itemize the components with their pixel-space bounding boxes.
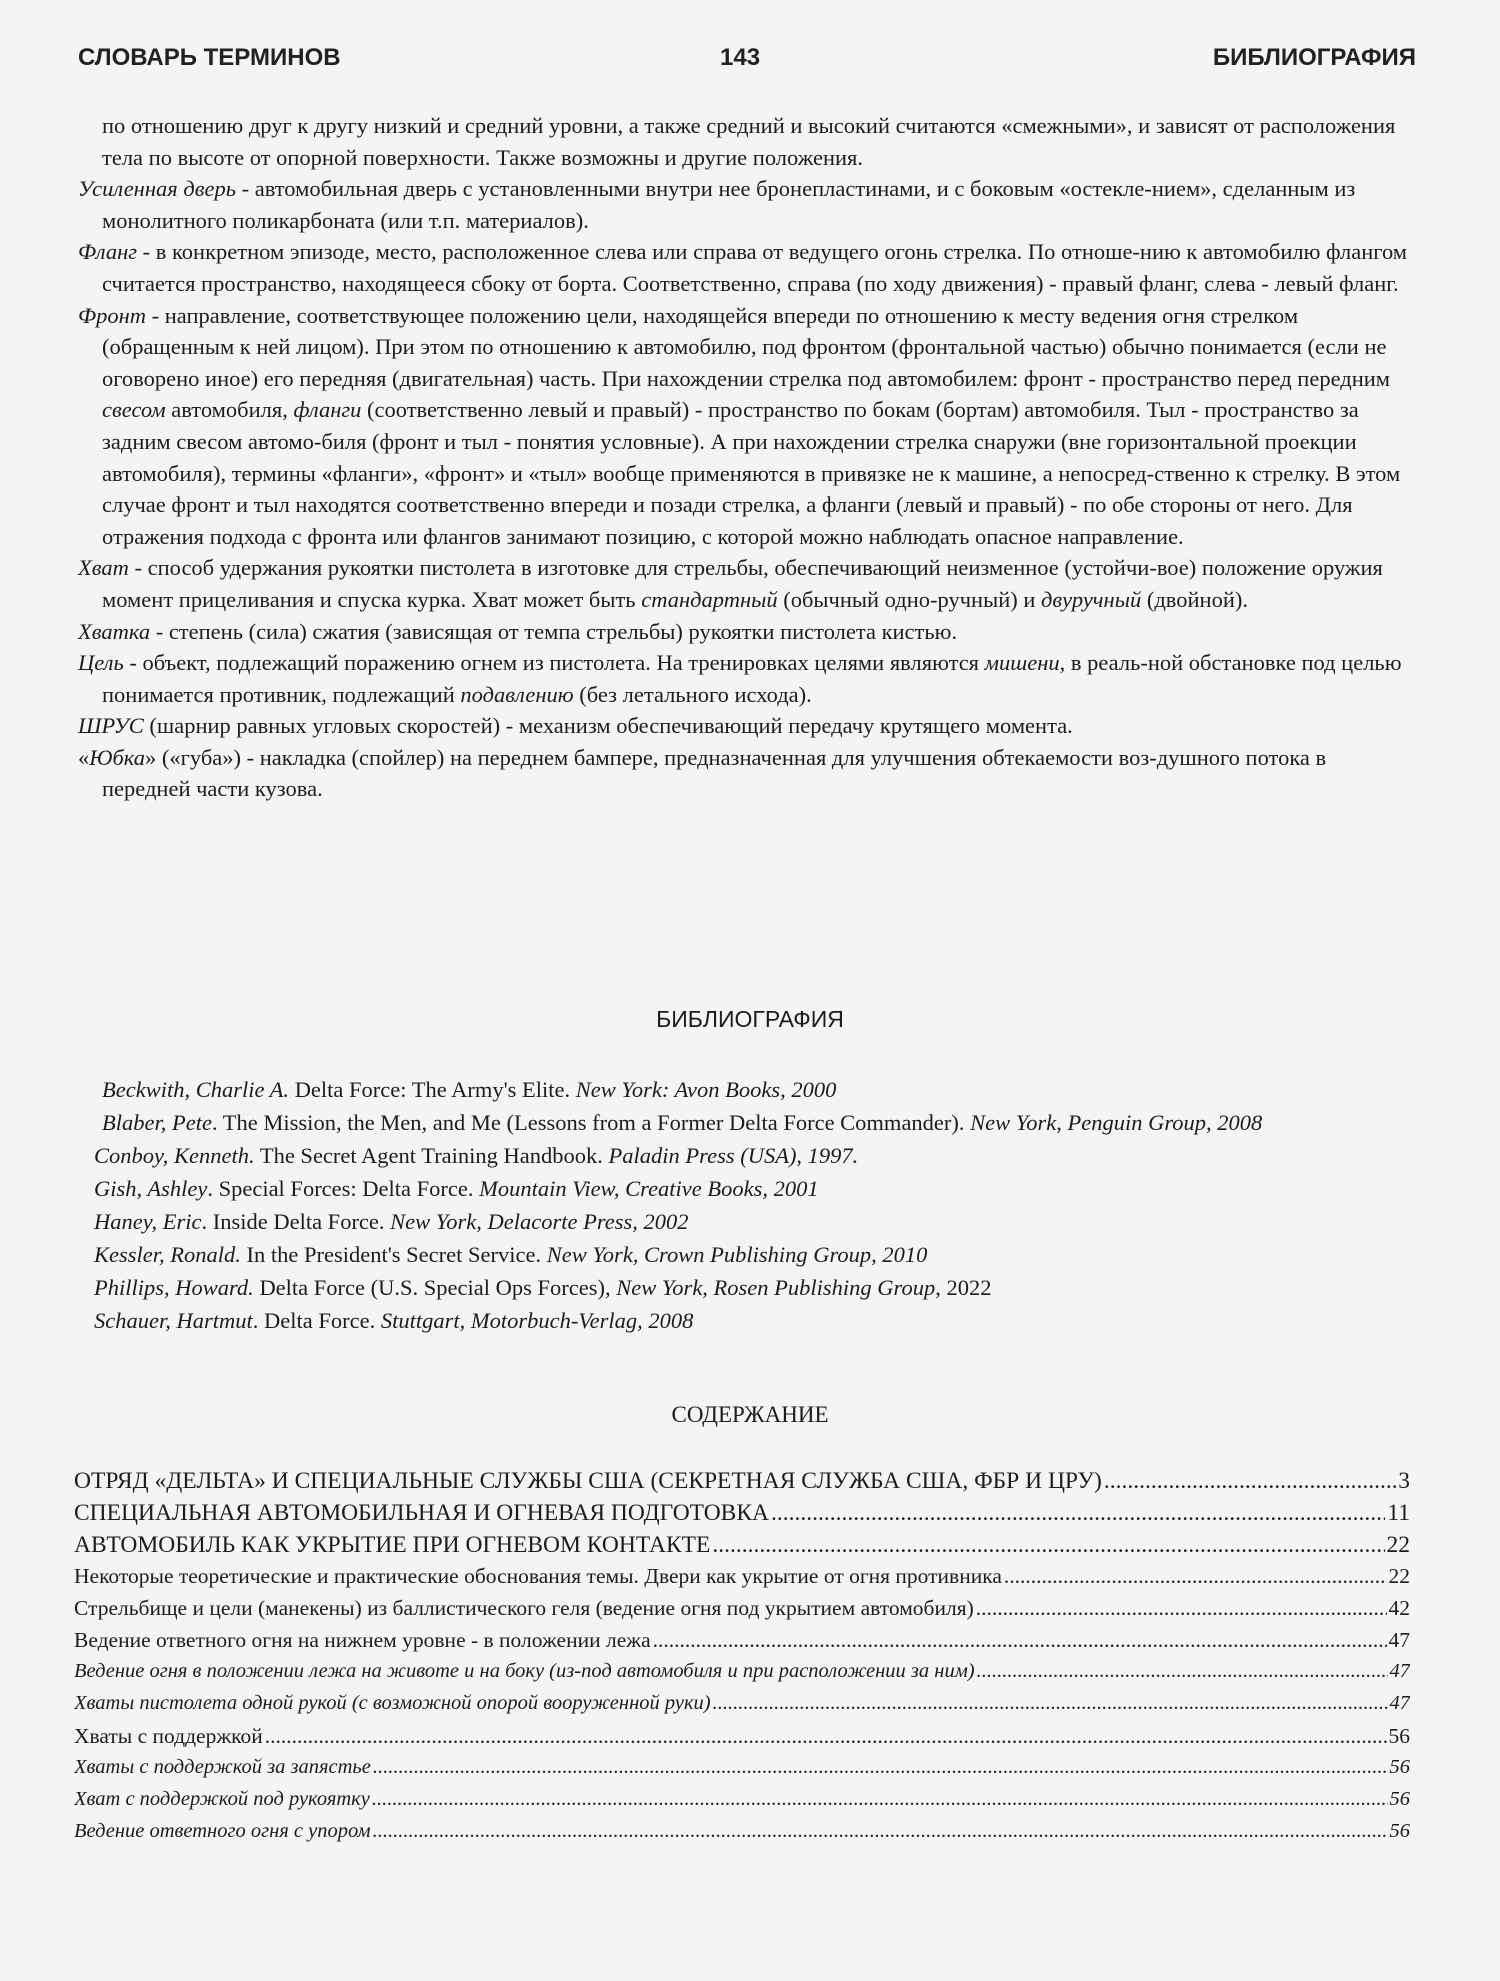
glossary-entry bbox=[78, 552, 1413, 615]
toc-leader-dots bbox=[373, 1820, 1388, 1843]
toc-item-page: 11 bbox=[1387, 1500, 1410, 1526]
toc-leader-dots bbox=[713, 1692, 1388, 1715]
glossary-definition: - объект, подлежащий поражению огнем из пистолета. На тренировках целями являются bbox=[123, 650, 985, 676]
glossary-entry bbox=[78, 616, 1413, 648]
glossary-entry bbox=[78, 173, 1413, 236]
bib-title: . Delta Force. bbox=[252, 1308, 381, 1333]
glossary-term: ШРУС bbox=[78, 713, 144, 739]
bib-title: Delta Force: The Army's Elite. bbox=[289, 1077, 576, 1102]
toc-item-title: Хваты пистолета одной рукой (с возможной опорой вооруженной руки) bbox=[74, 1692, 711, 1714]
bib-publisher: Paladin Press (USA), 1997. bbox=[608, 1143, 859, 1168]
glossary-entry bbox=[78, 110, 1413, 173]
toc-item bbox=[74, 1628, 1410, 1660]
toc-item-page: 56 bbox=[1389, 1788, 1410, 1810]
toc-item bbox=[74, 1500, 1410, 1532]
glossary-emphasis: фланги bbox=[293, 397, 362, 423]
toc-item bbox=[74, 1532, 1410, 1564]
toc-leader-dots bbox=[977, 1660, 1388, 1683]
toc-leader-dots bbox=[771, 1500, 1385, 1527]
bib-publisher: New York, Crown Publishing Group, 2010 bbox=[546, 1242, 928, 1267]
glossary-definition: (обычный одно-ручный) и bbox=[777, 586, 1042, 612]
toc-item-title: Хваты с поддержкой bbox=[74, 1724, 263, 1748]
bib-title: . Inside Delta Force. bbox=[201, 1209, 391, 1234]
bibliography-item bbox=[74, 1139, 1414, 1172]
glossary-term: Цель bbox=[78, 650, 124, 676]
glossary-term: Усиленная дверь bbox=[78, 176, 236, 202]
toc-item-page: 56 bbox=[1388, 1724, 1410, 1748]
toc-item-page: 56 bbox=[1389, 1820, 1410, 1842]
toc-item-page: 47 bbox=[1389, 1692, 1410, 1714]
entry-prefix: « bbox=[78, 744, 90, 770]
glossary-definition: - направление, соответствующее положению цели, находящейся впереди по отношению к месту ведения огня стрелком (обращенным к ней лицом). При этом по отношению к автомобилю, под фронтом (фронтальной частью) обычно понимается (если не оговорено иное) его передняя (двигательная) часть. При нахождении стрелка под автомобилем: фронт - пространство перед передним bbox=[102, 302, 1391, 391]
glossary-term: Хватка bbox=[78, 618, 151, 644]
toc-item-page: 47 bbox=[1388, 1628, 1410, 1652]
glossary-emphasis: двуручный bbox=[1041, 586, 1142, 612]
glossary-definition: (двойной). bbox=[1141, 586, 1248, 612]
toc-leader-dots bbox=[1004, 1564, 1387, 1589]
bibliography-title: БИБЛИОГРАФИЯ bbox=[656, 1006, 844, 1032]
bib-author: Beckwith, Charlie A. bbox=[102, 1077, 290, 1102]
bib-publisher: New York, Rosen Publishing Group bbox=[616, 1275, 936, 1300]
glossary-definition: (без летального исхода). bbox=[573, 681, 812, 707]
page-number: 143 bbox=[720, 44, 761, 71]
bib-author: Haney, Eric bbox=[94, 1209, 202, 1234]
toc-item-page: 42 bbox=[1388, 1596, 1410, 1620]
glossary-definition: - степень (сила) сжатия (зависящая от темпа стрельбы) рукоятки пистолета кистью. bbox=[150, 618, 958, 644]
toc-item bbox=[74, 1788, 1410, 1820]
toc-item bbox=[74, 1820, 1410, 1852]
glossary-definition: - автомобильная дверь с установленными внутри нее бронепластинами, и с боковым «остекле-нием», сделанным из монолитного поликарбоната (или т.п. материалов). bbox=[102, 176, 1356, 233]
bibliography-item bbox=[74, 1271, 1414, 1304]
toc-item-title: Хват с поддержкой под рукоятку bbox=[74, 1788, 370, 1810]
bib-title: . The Mission, the Men, and Me (Lessons from a Former Delta Force Commander). bbox=[211, 1110, 971, 1135]
bib-author: Schauer, Hartmut bbox=[94, 1308, 253, 1333]
toc-item bbox=[74, 1660, 1410, 1692]
glossary-definition: автомобиля, bbox=[165, 397, 294, 423]
bib-title: . Special Forces: Delta Force. bbox=[207, 1176, 480, 1201]
glossary-term: Фронт bbox=[78, 302, 147, 328]
bib-publisher: New York: Avon Books, 2000 bbox=[575, 1077, 837, 1102]
bib-publisher: New York, Penguin Group, 2008 bbox=[970, 1110, 1263, 1135]
toc-item bbox=[74, 1692, 1410, 1724]
glossary-emphasis: подавлению bbox=[460, 681, 574, 707]
contents-title: СОДЕРЖАНИЕ bbox=[671, 1402, 829, 1427]
bibliography-item bbox=[74, 1106, 1414, 1139]
toc-leader-dots bbox=[1104, 1468, 1396, 1495]
toc-item-page: 56 bbox=[1389, 1756, 1410, 1778]
glossary-emphasis: мишени bbox=[984, 650, 1060, 676]
glossary-entry bbox=[78, 236, 1413, 299]
toc-item-title: Ведение ответного огня на нижнем уровне - в положении лежа bbox=[74, 1628, 651, 1652]
bib-publisher: Stuttgart, Motorbuch-Verlag, 2008 bbox=[380, 1308, 694, 1333]
toc-item-title: Стрельбище и цели (манекены) из баллистического геля (ведение огня под укрытием автомобиля) bbox=[74, 1596, 974, 1620]
glossary-entry bbox=[78, 742, 1413, 805]
bibliography-item bbox=[74, 1073, 1414, 1106]
glossary-definition: , в реаль-ной обстановке под целью понимается противник, подлежащий bbox=[102, 650, 1402, 707]
glossary-emphasis: свесом bbox=[102, 397, 166, 423]
toc-leader-dots bbox=[265, 1724, 1387, 1749]
glossary-term: Фланг bbox=[78, 239, 138, 265]
bibliography-item bbox=[74, 1172, 1414, 1205]
bib-author: Blaber, Pete bbox=[102, 1110, 212, 1135]
toc-item bbox=[74, 1756, 1410, 1788]
bib-title: In the President's Secret Service. bbox=[240, 1242, 547, 1267]
header-left-title: СЛОВАРЬ ТЕРМИНОВ bbox=[78, 44, 341, 71]
bib-title: Delta Force (U.S. Special Ops Forces), bbox=[253, 1275, 617, 1300]
toc-item bbox=[74, 1468, 1410, 1500]
glossary-definition: - способ удержания рукоятки пистолета в изготовке для стрельбы, обеспечивающий неизменное (устойчи-вое) положение оружия момент прицеливания и спуска курка. Хват может быть bbox=[102, 555, 1383, 612]
glossary-definition: » («губа») - накладка (спойлер) на переднем бампере, предназначенная для улучшения обтекаемости воз-душного потока в передней части кузова. bbox=[102, 744, 1327, 802]
glossary-definition: (шарнир равных угловых скоростей) - механизм обеспечивающий передачу крутящего момента. bbox=[143, 713, 1073, 739]
glossary-term: Хват bbox=[78, 555, 129, 581]
toc-item-title: ОТРЯД «ДЕЛЬТА» И СПЕЦИАЛЬНЫЕ СЛУЖБЫ США (СЕКРЕТНАЯ СЛУЖБА США, ФБР И ЦРУ) bbox=[74, 1468, 1102, 1494]
toc-item-page: 3 bbox=[1398, 1468, 1410, 1494]
glossary-term: Юбка bbox=[89, 744, 146, 770]
toc-item-title: Ведение огня в положении лежа на животе и на боку (из-под автомобиля и при расположении за ним) bbox=[74, 1660, 975, 1682]
toc-leader-dots bbox=[976, 1596, 1387, 1621]
bib-author: Phillips, Howard. bbox=[94, 1275, 254, 1300]
bib-year: , 2022 bbox=[935, 1275, 992, 1300]
toc-item-title: СПЕЦИАЛЬНАЯ АВТОМОБИЛЬНАЯ И ОГНЕВАЯ ПОДГОТОВКА bbox=[74, 1500, 769, 1526]
bib-title: The Secret Agent Training Handbook. bbox=[254, 1143, 609, 1168]
toc-leader-dots bbox=[712, 1532, 1384, 1559]
bibliography-item bbox=[74, 1238, 1414, 1271]
glossary-entry bbox=[78, 647, 1413, 710]
toc-item bbox=[74, 1724, 1410, 1756]
toc-item bbox=[74, 1596, 1410, 1628]
toc-leader-dots bbox=[653, 1628, 1387, 1653]
glossary-definition: по отношению друг к другу низкий и средний уровни, а также средний и высокий считаются «смежными», и зависят от расположения тела по высоте от опорной поверхности. Также возможны и другие положения. bbox=[102, 113, 1396, 170]
bib-author: Kessler, Ronald. bbox=[94, 1242, 241, 1267]
glossary-emphasis: стандартный bbox=[641, 586, 778, 612]
glossary-entry bbox=[78, 710, 1413, 742]
bibliography-item bbox=[74, 1304, 1414, 1337]
header-right-title: БИБЛИОГРАФИЯ bbox=[1212, 44, 1416, 71]
bib-author: Gish, Ashley bbox=[94, 1176, 208, 1201]
bib-author: Conboy, Kenneth. bbox=[94, 1143, 255, 1168]
glossary-definition: - в конкретном эпизоде, место, расположенное слева или справа от ведущего огонь стрелка. По отноше-нию к автомобилю флангом считается пространство, находящееся сбоку от борта. Соответственно, справа (по ходу движения) - правый фланг, слева - левый фланг. bbox=[102, 239, 1408, 296]
toc-leader-dots bbox=[372, 1788, 1388, 1811]
toc-item-title: Ведение ответного огня с упором bbox=[74, 1820, 371, 1842]
bibliography-item bbox=[74, 1205, 1414, 1238]
toc-item-title: Хваты с поддержкой за запястье bbox=[74, 1756, 371, 1778]
bibliography-list bbox=[74, 1073, 1414, 1337]
toc-item bbox=[74, 1564, 1410, 1596]
toc-leader-dots bbox=[373, 1756, 1388, 1779]
bib-publisher: New York, Delacorte Press, 2002 bbox=[390, 1209, 689, 1234]
running-header bbox=[78, 44, 1416, 84]
glossary-entries bbox=[78, 110, 1413, 805]
toc-item-page: 22 bbox=[1386, 1532, 1410, 1558]
table-of-contents bbox=[74, 1468, 1410, 1852]
toc-item-title: АВТОМОБИЛЬ КАК УКРЫТИЕ ПРИ ОГНЕВОМ КОНТАКТЕ bbox=[74, 1532, 711, 1558]
toc-item-page: 47 bbox=[1389, 1660, 1410, 1682]
toc-item-page: 22 bbox=[1388, 1564, 1410, 1588]
glossary-definition: (соответственно левый и правый) - пространство по бокам (бортам) автомобиля. Тыл - пространство за задним свесом автомо-биля (фронт и тыл - понятия условные). А при нахождении стрелка снаружи (вне горизонтальной проекции автомобиля), термины «фланги», «фронт» и «тыл» вообще применяются в привязке не к машине, а непосред-ственно к стрелку. В этом случае фронт и тыл находятся соответственно впереди и позади стрелка, а фланги (левый и правый) - по обе стороны от него. Для отражения подхода с фронта или флангов занимают позицию, с которой можно наблюдать опасное направление. bbox=[102, 397, 1401, 549]
bib-publisher: Mountain View, Creative Books, 2001 bbox=[479, 1176, 819, 1201]
toc-item-title: Некоторые теоретические и практические обоснования темы. Двери как укрытие от огня противника bbox=[74, 1564, 1002, 1588]
glossary-entry bbox=[78, 300, 1413, 553]
